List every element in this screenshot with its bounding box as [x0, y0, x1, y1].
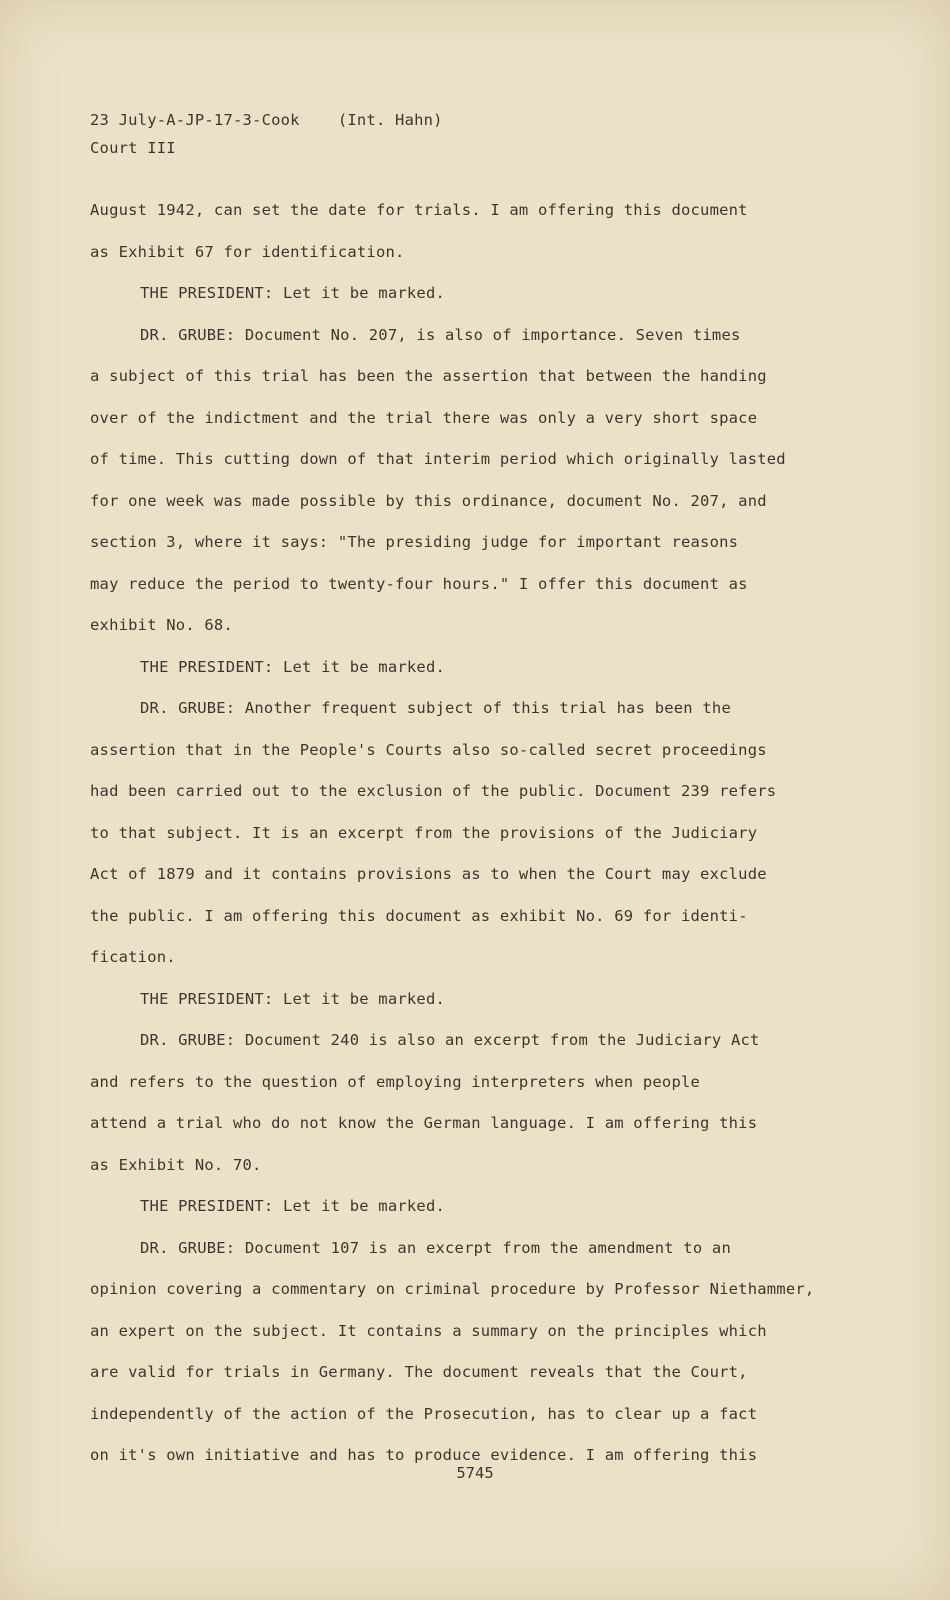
transcript-line: a subject of this trial has been the assertion that between the handing — [90, 367, 767, 385]
transcript-line: are valid for trials in Germany. The document reveals that the Court, — [90, 1363, 748, 1381]
transcript-line: over of the indictment and the trial there was only a very short space — [90, 408, 758, 427]
header-line-1 — [90, 111, 443, 129]
transcript-line: assertion that in the People's Courts also so-called secret proceedings — [90, 740, 767, 759]
transcript-reference: 23 July-A-JP-17-3-Cook — [90, 111, 300, 129]
transcript-line: THE PRESIDENT: Let it be marked. — [140, 657, 446, 676]
transcript-line: to that subject. It is an excerpt from the provisions of the Judiciary — [90, 823, 758, 842]
transcript-line: attend a trial who do not know the German language. I am offering this — [90, 1114, 758, 1132]
interpreter-note: (Int. Hahn) — [337, 111, 443, 129]
transcript-line: fication. — [90, 948, 176, 966]
transcript-line: August 1942, can set the date for trials. I am offering this document — [90, 201, 748, 219]
transcript-line: THE PRESIDENT: Let it be marked. — [140, 1197, 446, 1215]
transcript-line: for one week was made possible by this ordinance, document No. 207, and — [90, 491, 767, 510]
transcript-line: and refers to the question of employing interpreters when people — [90, 1072, 701, 1091]
transcript-line: Act of 1879 and it contains provisions as to when the Court may exclude — [90, 865, 767, 883]
transcript-line: DR. GRUBE: Document 240 is also an excerpt from the Judiciary Act — [140, 1031, 760, 1049]
transcript-line: on it's own initiative and has to produce evidence. I am offering this — [90, 1446, 758, 1464]
transcript-line: section 3, where it says: "The presiding judge for important reasons — [90, 533, 739, 551]
transcript-line: THE PRESIDENT: Let it be marked. — [140, 284, 446, 302]
transcript-line: THE PRESIDENT: Let it be marked. — [140, 989, 446, 1008]
transcript-line: DR. GRUBE: Document 107 is an excerpt from the amendment to an — [140, 1238, 731, 1257]
transcript-line: as Exhibit 67 for identification. — [90, 242, 405, 261]
transcript-line: of time. This cutting down of that interim period which originally lasted — [90, 450, 786, 468]
page-number: 5745 — [456, 1464, 494, 1482]
court-label: Court III — [90, 139, 176, 157]
transcript-line: independently of the action of the Prosecution, has to clear up a fact — [90, 1404, 758, 1423]
transcript-line: opinion covering a commentary on criminal procedure by Professor Niethammer, — [90, 1280, 815, 1298]
transcript-line: as Exhibit No. 70. — [90, 1155, 262, 1174]
transcript-line: an expert on the subject. It contains a summary on the principles which — [90, 1321, 767, 1340]
transcript-line: had been carried out to the exclusion of the public. Document 239 refers — [90, 782, 777, 800]
transcript-line: DR. GRUBE: Document No. 207, is also of importance. Seven times — [140, 325, 741, 344]
transcript-line: the public. I am offering this document as exhibit No. 69 for identi- — [90, 906, 748, 925]
transcript-body — [90, 198, 870, 1485]
transcript-line: DR. GRUBE: Another frequent subject of this trial has been the — [140, 699, 731, 717]
transcript-line: exhibit No. 68. — [90, 616, 233, 634]
transcript-line: may reduce the period to twenty-four hours." I offer this document as — [90, 574, 748, 593]
